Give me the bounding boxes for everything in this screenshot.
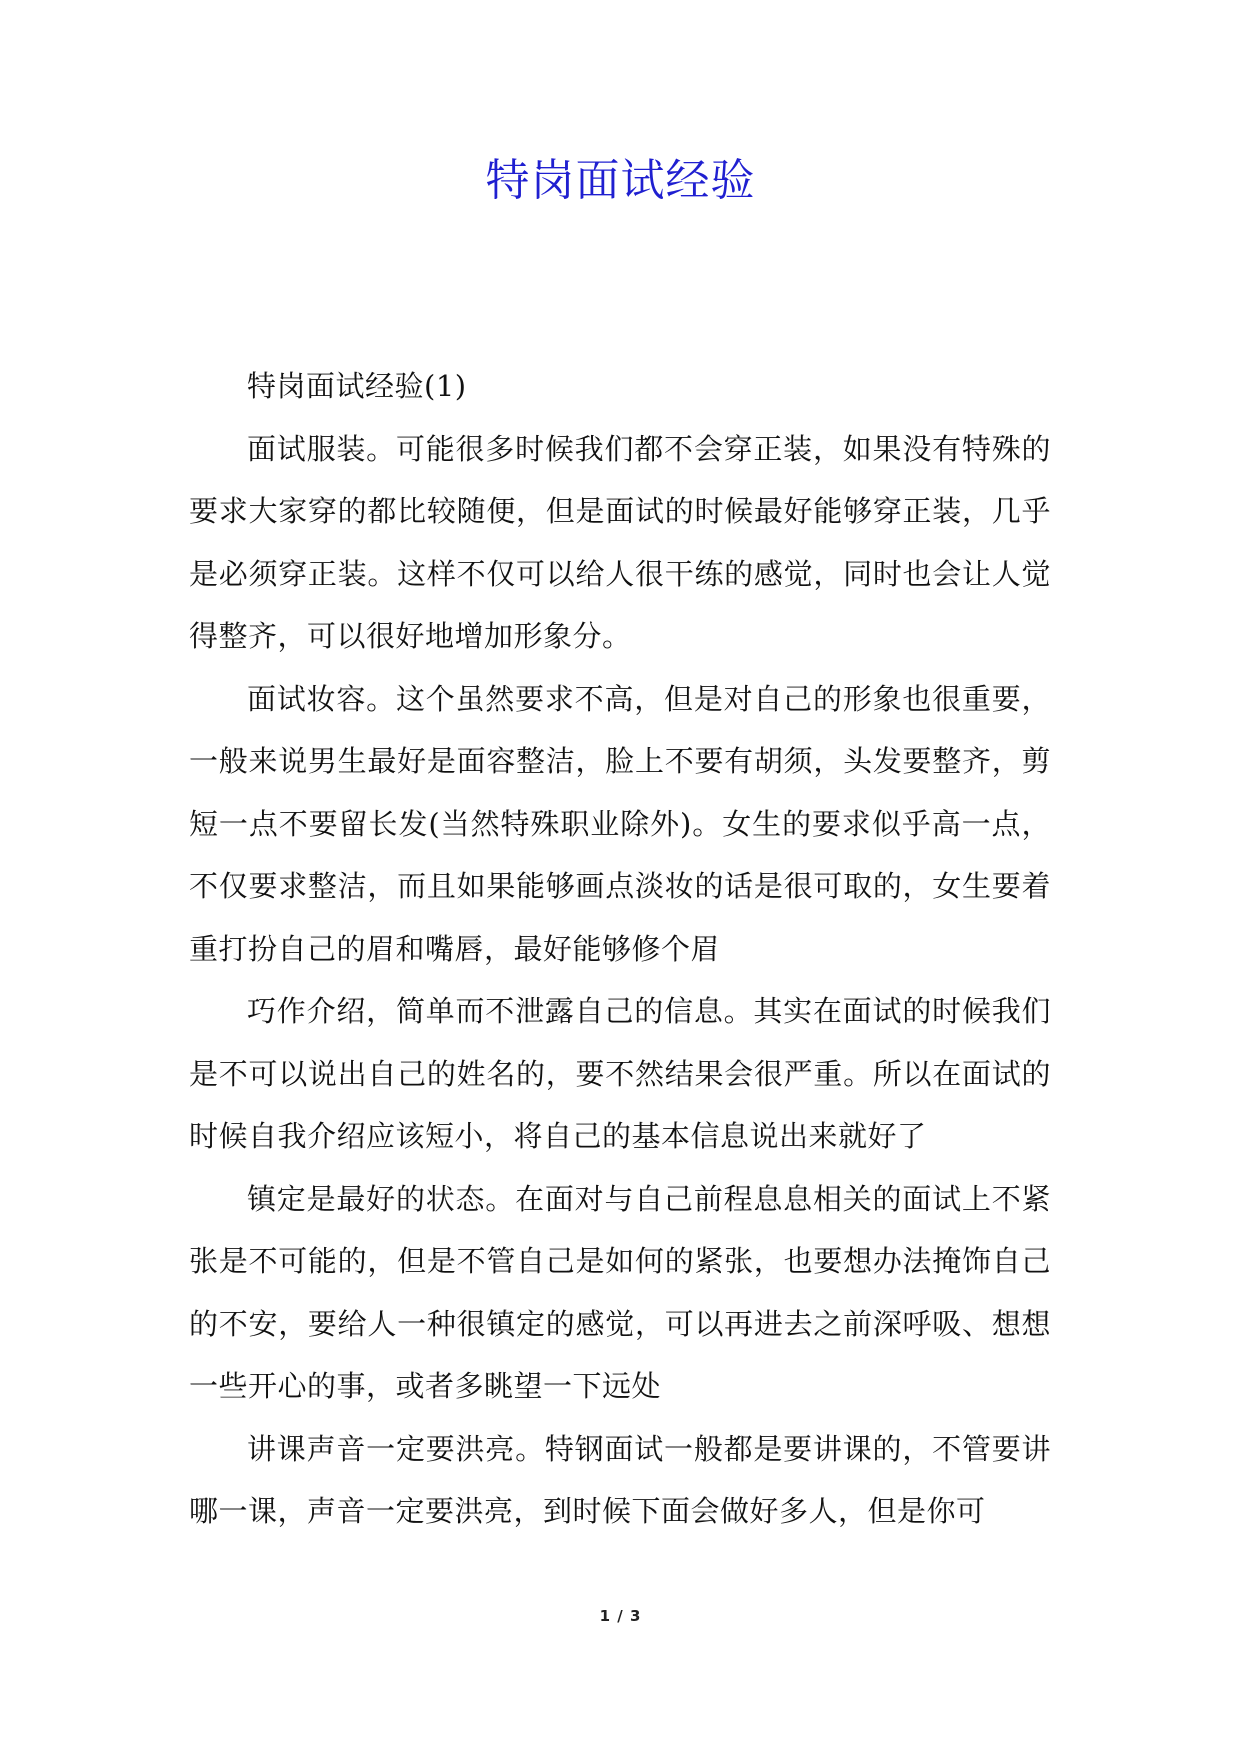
paragraph-attire: 面试服装。可能很多时候我们都不会穿正装，如果没有特殊的要求大家穿的都比较随便，但是面试的时候最好能够穿正装，几乎是必须穿正装。这样不仅可以给人很干练的感觉，同时也会让人觉得整齐，可以很好地增加形象分。 [189,431,1051,653]
paragraph-voice: 讲课声音一定要洪亮。特钢面试一般都是要讲课的，不管要讲哪一课，声音一定要洪亮，到时候下面会做好多人，但是你可 [189,1431,1051,1528]
paragraph-composure: 镇定是最好的状态。在面对与自己前程息息相关的面试上不紧张是不可能的，但是不管自己是如何的紧张，也要想办法掩饰自己的不安，要给人一种很镇定的感觉，可以再进去之前深呼吸、想想一些开心的事，或者多眺望一下远处 [189,1181,1051,1403]
section-heading: 特岗面试经验(1) [247,369,467,403]
paragraph-introduction: 巧作介绍，简单而不泄露自己的信息。其实在面试的时候我们是不可以说出自己的姓名的，要不然结果会很严重。所以在面试的时候自我介绍应该短小，将自己的基本信息说出来就好了 [189,994,1051,1153]
paragraph-makeup: 面试妆容。这个虽然要求不高，但是对自己的形象也很重要，一般来说男生最好是面容整洁，脸上不要有胡须，头发要整齐，剪短一点不要留长发(当然特殊职业除外)。女生的要求似乎高一点，不仅要求整洁，而且如果能够画点淡妆的话是很可取的，女生要着重打扮自己的眉和嘴唇，最好能够修个眉 [189,681,1051,966]
page-number: 1 / 3 [599,1607,642,1625]
document-title: 特岗面试经验 [485,155,756,206]
document-body [189,355,1051,1543]
